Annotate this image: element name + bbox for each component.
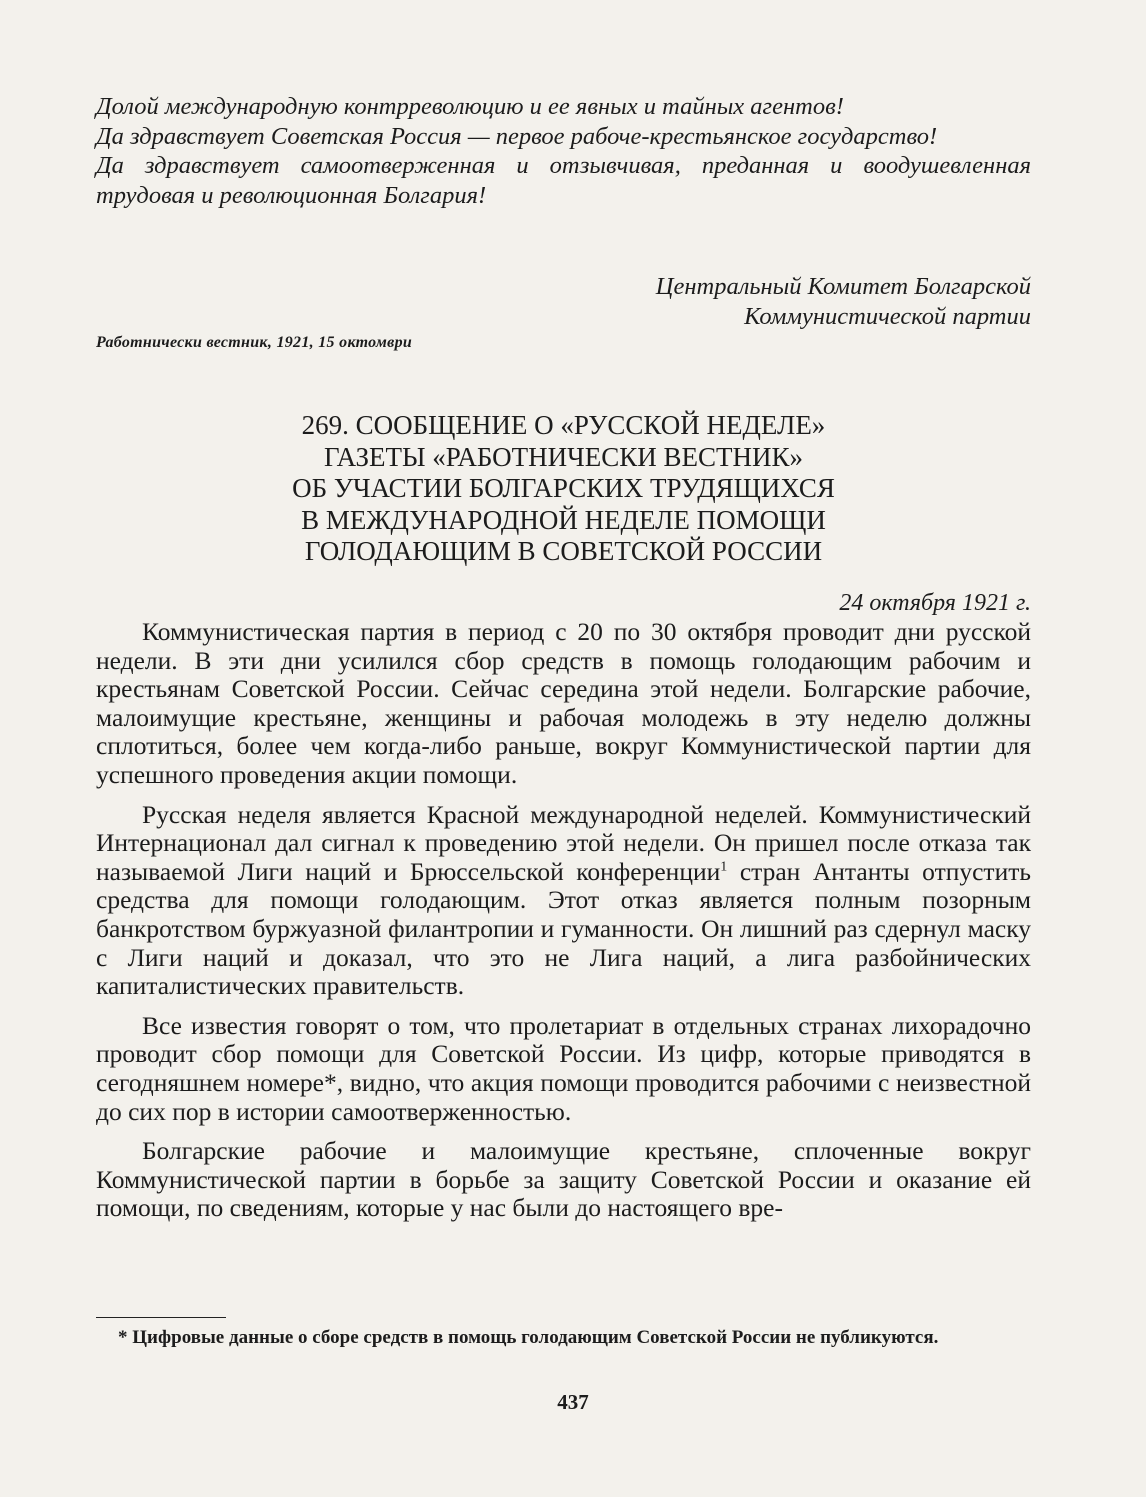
heading-line: 269. СООБЩЕНИЕ О «РУССКОЙ НЕДЕЛЕ» [301,410,826,440]
signature-line: Коммунистической партии [744,303,1031,330]
slogan: Да здравствует Советская Россия — первое рабоче-крестьянское государство! [96,122,938,150]
signature-line: Центральный Комитет Болгарской [655,273,1031,300]
paragraph: Все известия говорят о том, что пролетариат в отдельных странах лихорадочно проводит сбор помощи для Советской России. Из цифр, которые приводятся в сегодняшнем номере*, видно, что акция помощи проводится рабочими с неизвестной до сих пор в истории самоотверженностью. [96,1010,1031,1126]
paragraph [96,801,1031,1001]
heading-line: ГАЗЕТЫ «РАБОТНИЧЕСКИ ВЕСТНИК» [324,441,803,472]
slogans-block [96,92,1031,210]
heading-line: В МЕЖДУНАРОДНОЙ НЕДЕЛЕ ПОМОЩИ [301,504,826,535]
paragraph: Болгарские рабочие и малоимущие крестьяне, сплоченные вокруг Коммунистической партии в борьбе за защиту Советской России и оказание ей помощи, по сведениям, которые у нас были до настоящего вре- [96,1136,1031,1223]
heading-line: ГОЛОДАЮЩИМ В СОВЕТСКОЙ РОССИИ [304,536,823,566]
footnote-reference: 1 [720,859,728,875]
document-date: 24 октября 1921 г. [839,590,1031,616]
page-number: 437 [557,1390,589,1414]
document-heading [96,410,1031,568]
footnote: * Цифровые данные о сборе средств в помощь голодающим Советской России не публикуются. [118,1327,939,1348]
body-text [96,618,1031,1223]
paragraph-part: стран Антанты отпустить средства для помощи голодающим. Этот отказ является полным позорным банкротством буржуазной филантропии и гуманности. Он лишний раз сдернул маску с Лиги наций и доказал, что это не Лига наций, а лига разбойнических капиталистических правительств. [96,856,1031,1001]
footnote-divider [96,1317,226,1318]
heading-line: ОБ УЧАСТИИ БОЛГАРСКИХ ТРУДЯЩИХСЯ [292,473,835,503]
slogan: Да здравствует самоотверженная и отзывчивая, преданная и воодушевленная трудовая и революционная Болгария! [96,152,1031,209]
paragraph: Коммунистическая партия в период с 20 по 30 октября проводит дни русской недели. В эти дни усилился сбор средств в помощь голодающим рабочим и крестьянам Советской России. Сейчас середина этой недели. Болгарские рабочие, малоимущие крестьяне, женщины и рабочая молодежь в эту неделю должны сплотиться, более чем когда-либо раньше, вокруг Коммунистической партии для успешного проведения акции помощи. [96,617,1031,789]
signature [96,272,1031,332]
source-citation: Работнически вестник, 1921, 15 октомври [96,334,413,351]
paragraph-part: Русская неделя является Красной международной неделей. Коммунистический Интернационал дал сигнал к проведению этой недели. Он пришел после отказа так называемой Лиги наций и Брюссельской конференции [96,799,1031,886]
slogan: Долой международную контрреволюцию и ее явных и тайных агентов! [96,93,844,120]
